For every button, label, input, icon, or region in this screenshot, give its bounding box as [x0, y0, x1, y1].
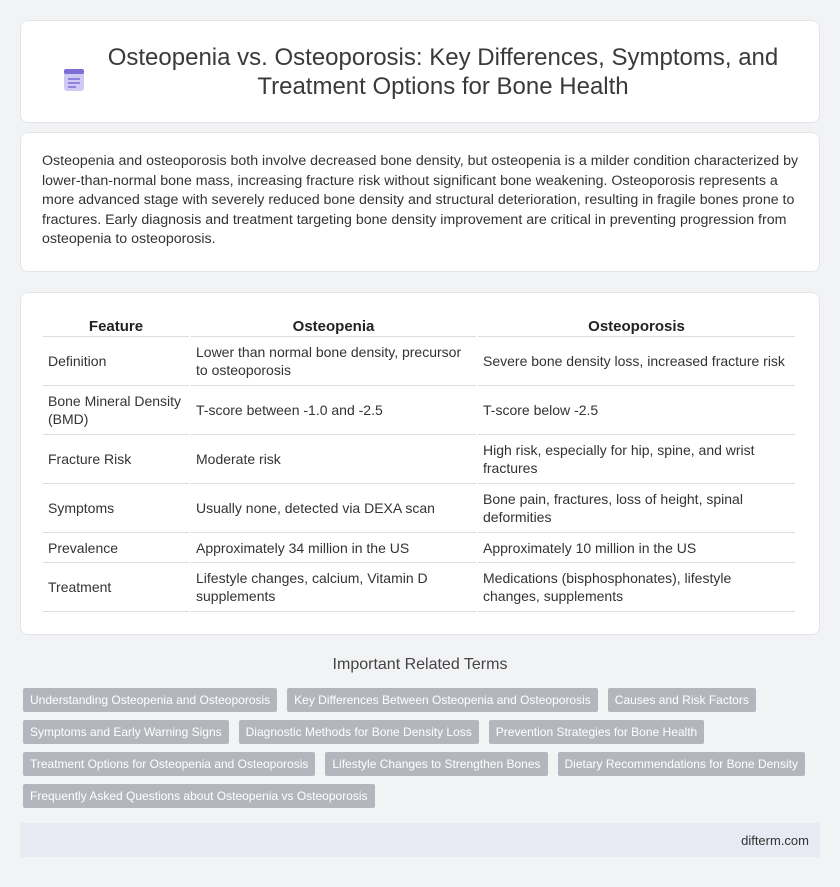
feature-cell: Symptoms	[43, 484, 189, 533]
osteopenia-cell: Approximately 34 million in the US	[191, 533, 476, 563]
page-title: Osteopenia vs. Osteoporosis: Key Differences, Symptoms, and Treatment Options for Bone Health	[107, 43, 779, 100]
table-row	[43, 337, 795, 386]
osteoporosis-cell: Severe bone density loss, increased fracture risk	[478, 337, 795, 386]
table-header-row	[43, 315, 795, 337]
related-tag[interactable]: Frequently Asked Questions about Osteopenia vs Osteoporosis	[23, 784, 375, 808]
feature-cell: Definition	[43, 337, 189, 386]
intro-card	[20, 132, 820, 272]
document-icon	[61, 67, 87, 93]
table-row	[43, 563, 795, 612]
feature-cell: Treatment	[43, 563, 189, 612]
osteoporosis-cell: T-score below -2.5	[478, 386, 795, 435]
osteoporosis-cell: Approximately 10 million in the US	[478, 533, 795, 563]
header-feature: Feature	[43, 315, 189, 337]
related-tag[interactable]: Key Differences Between Osteopenia and Osteoporosis	[287, 688, 598, 712]
comparison-table-card	[20, 292, 820, 635]
osteopenia-cell: Usually none, detected via DEXA scan	[191, 484, 476, 533]
osteoporosis-cell: Medications (bisphosphonates), lifestyle changes, supplements	[478, 563, 795, 612]
osteopenia-cell: Lower than normal bone density, precursor to osteoporosis	[191, 337, 476, 386]
footer	[20, 823, 820, 857]
feature-cell: Fracture Risk	[43, 435, 189, 484]
related-terms-title: Important Related Terms	[332, 656, 508, 673]
feature-cell: Prevalence	[43, 533, 189, 563]
related-tag[interactable]: Dietary Recommendations for Bone Density	[558, 752, 805, 776]
related-tag[interactable]: Prevention Strategies for Bone Health	[489, 720, 704, 744]
header-osteoporosis: Osteoporosis	[478, 315, 795, 337]
related-terms-list	[23, 688, 823, 816]
related-tag[interactable]: Causes and Risk Factors	[608, 688, 756, 712]
table-row	[43, 533, 795, 563]
table-row	[43, 386, 795, 435]
related-tag[interactable]: Symptoms and Early Warning Signs	[23, 720, 229, 744]
related-tag[interactable]: Diagnostic Methods for Bone Density Loss	[239, 720, 479, 744]
osteopenia-cell: Moderate risk	[191, 435, 476, 484]
header-osteopenia: Osteopenia	[191, 315, 476, 337]
intro-paragraph: Osteopenia and osteoporosis both involve decreased bone density, but osteopenia is a milder condition characterized by lower-than-normal bone mass, increasing fracture risk without significant bone weakening. Osteoporosis represents a more advanced stage with severely reduced bone density and structural deterioration, resulting in fragile bones prone to fractures. Early diagnosis and treatment targeting bone density improvement are critical in preventing progression from osteopenia to osteoporosis.	[42, 153, 799, 248]
related-tag[interactable]: Understanding Osteopenia and Osteoporosis	[23, 688, 277, 712]
title-wrap	[61, 43, 779, 101]
table-row	[43, 435, 795, 484]
osteopenia-cell: Lifestyle changes, calcium, Vitamin D supplements	[191, 563, 476, 612]
table-row	[43, 484, 795, 533]
feature-cell: Bone Mineral Density (BMD)	[43, 386, 189, 435]
comparison-table	[41, 315, 797, 612]
related-tag[interactable]: Treatment Options for Osteopenia and Osteoporosis	[23, 752, 315, 776]
footer-brand[interactable]: difterm.com	[741, 832, 809, 848]
osteoporosis-cell: Bone pain, fractures, loss of height, spinal deformities	[478, 484, 795, 533]
header-card	[20, 20, 820, 123]
osteopenia-cell: T-score between -1.0 and -2.5	[191, 386, 476, 435]
related-tag[interactable]: Lifestyle Changes to Strengthen Bones	[325, 752, 547, 776]
osteoporosis-cell: High risk, especially for hip, spine, and wrist fractures	[478, 435, 795, 484]
